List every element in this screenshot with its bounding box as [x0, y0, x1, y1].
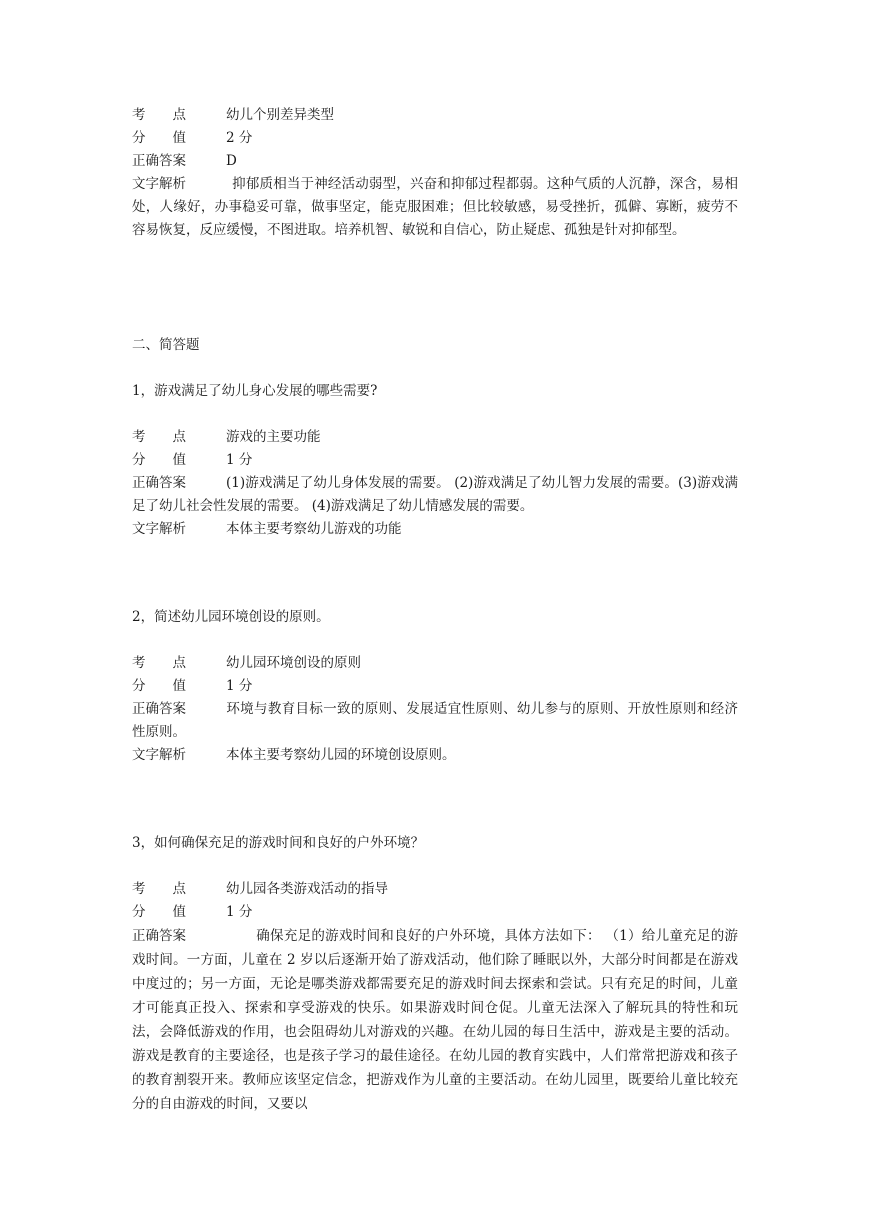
question-block-prev — [132, 104, 738, 242]
analysis-label: 文字解析 — [132, 747, 186, 763]
kaodian-value: 幼儿园环境创设的原则 — [226, 655, 361, 671]
fenzhi-label: 分 值 — [132, 130, 186, 146]
fenzhi-label: 分 值 — [132, 678, 186, 694]
answer-label: 正确答案 — [132, 153, 186, 169]
kaodian-label: 考 点 — [132, 655, 186, 671]
fenzhi-label: 分 值 — [132, 904, 186, 920]
kaodian-value: 游戏的主要功能 — [226, 429, 321, 445]
question-3-title: 3，如何确保充足的游戏时间和良好的户外环境？ — [132, 835, 425, 851]
answer-text: (1)游戏满足了幼儿身体发展的需要。 (2)游戏满足了幼儿智力发展的需要。(3)游戏满足了幼儿社会性发展的需要。 (4)游戏满足了幼儿情感发展的需要。 — [132, 475, 738, 514]
analysis — [132, 173, 738, 242]
question-block-2 — [132, 652, 738, 767]
kaodian-value: 幼儿园各类游戏活动的指导 — [226, 881, 388, 897]
answer-label: 正确答案 — [132, 928, 186, 944]
question-block-1 — [132, 426, 738, 541]
kaodian-label: 考 点 — [132, 107, 186, 123]
fenzhi-value: 1 分 — [226, 452, 253, 468]
answer — [132, 472, 738, 518]
analysis-label: 文字解析 — [132, 176, 186, 192]
answer — [132, 698, 738, 744]
answer-text: 确保充足的游戏时间和良好的户外环境，具体方法如下： （1）给儿童充足的游戏时间。一方面，儿童在 2 岁以后逐渐开始了游戏活动，他们除了睡眠以外，大部分时间都是在游戏中度过的；另一方面，无论是哪类游戏都需要充足的游戏时间去探索和尝试。只有充足的时间，儿童才可能真正投入、探索和享受游戏的快乐。如果游戏时间仓促。儿童无法深入了解玩具的特性和玩法，会降低游戏的作用，也会阻碍幼儿对游戏的兴趣。在幼儿园的每日生活中，游戏是主要的活动。游戏是教育的主要途径，也是孩子学习的最佳途径。在幼儿园的教育实践中，人们常常把游戏和孩子的教育割裂开来。教师应该坚定信念，把游戏作为儿童的主要活动。在幼儿园里，既要给儿童比较充分的自由游戏的时间，又要以 — [132, 928, 738, 1112]
question-2-title: 2，简述幼儿园环境创设的原则。 — [132, 609, 330, 625]
fenzhi-value: 2 分 — [226, 130, 253, 146]
answer-value: D — [226, 153, 237, 169]
question-block-3 — [132, 878, 738, 1116]
analysis-text: 本体主要考察幼儿园的环境创设原则。 — [226, 747, 456, 763]
fenzhi-value: 1 分 — [226, 904, 253, 920]
answer-label: 正确答案 — [132, 475, 186, 491]
fenzhi-label: 分 值 — [132, 452, 186, 468]
analysis-label: 文字解析 — [132, 521, 186, 537]
fenzhi-value: 1 分 — [226, 678, 253, 694]
section-title: 二、简答题 — [132, 337, 200, 353]
kaodian-value: 幼儿个别差异类型 — [226, 107, 334, 123]
answer — [132, 924, 738, 1116]
answer-text: 环境与教育目标一致的原则、发展适宜性原则、幼儿参与的原则、开放性原则和经济性原则。 — [132, 701, 738, 740]
kaodian-label: 考 点 — [132, 429, 186, 445]
answer-label: 正确答案 — [132, 701, 186, 717]
question-1-title: 1，游戏满足了幼儿身心发展的哪些需要? — [132, 383, 378, 399]
kaodian-label: 考 点 — [132, 881, 186, 897]
analysis-text: 本体主要考察幼儿游戏的功能 — [226, 521, 402, 537]
analysis-text: 抑郁质相当于神经活动弱型，兴奋和抑郁过程都弱。这种气质的人沉静，深含，易相处，人缘好，办事稳妥可靠，做事坚定，能克服困难；但比较敏感，易受挫折，孤僻、寡断，疲劳不容易恢复，反应缓慢，不图进取。培养机智、敏锐和自信心，防止疑虑、孤独是针对抑郁型。 — [132, 176, 738, 238]
